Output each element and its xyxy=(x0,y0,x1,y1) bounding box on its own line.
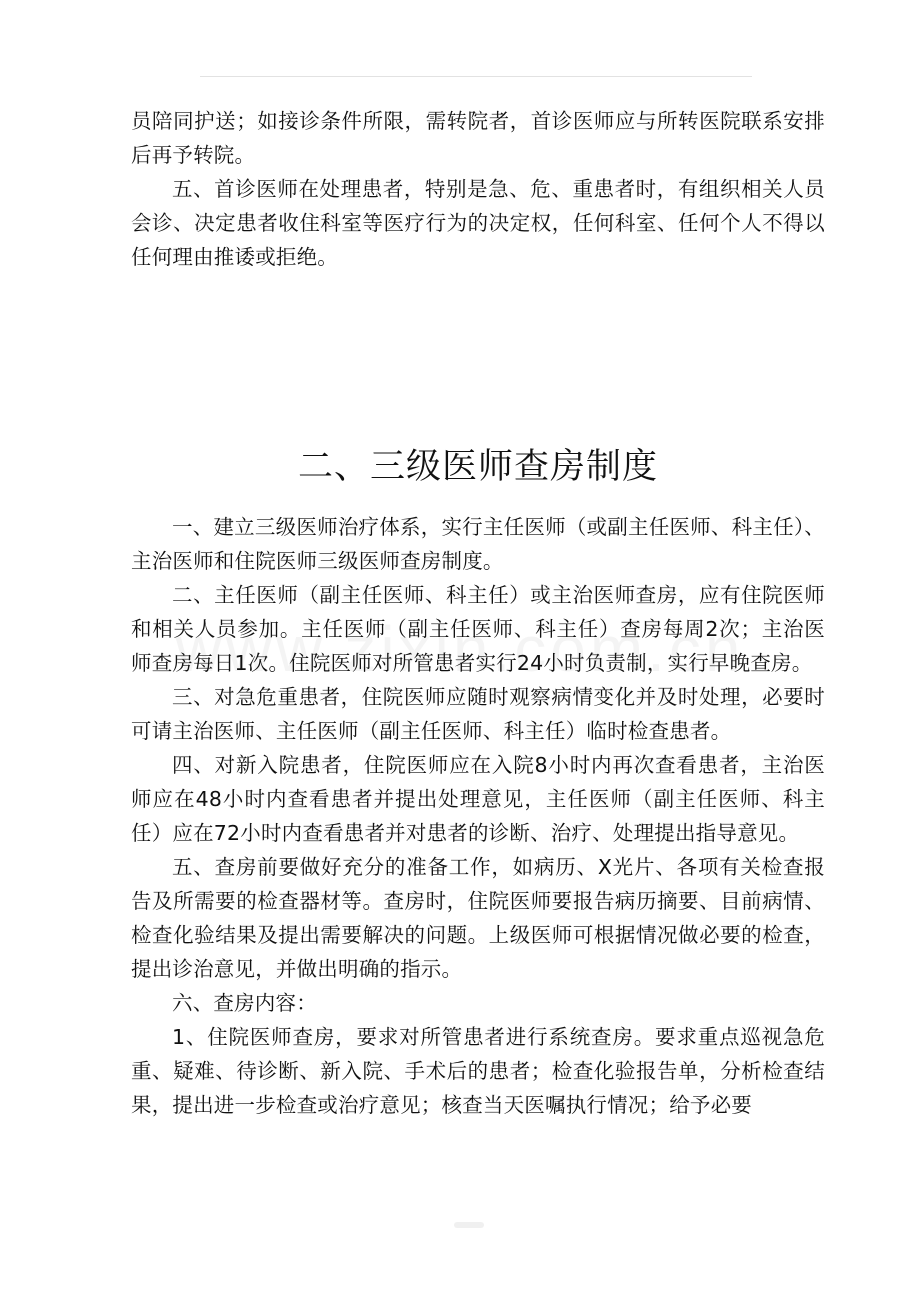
carryover-paragraph: 员陪同护送；如接诊条件所限，需转院者，首诊医师应与所转医院联系安排后再予转院。 xyxy=(131,109,825,167)
section-paragraph-6: 六、查房内容： xyxy=(172,991,317,1015)
title-spacer xyxy=(131,492,825,510)
section-paragraph-5: 五、查房前要做好充分的准备工作，如病历、X光片、各项有关检查报告及所需要的检查器材等。查房时，住院医师要报告病历摘要、目前病情、检查化验结果及提出需要解决的问题。上级医师可根据情况做必要的检查，提出诊治意见，并做出明确的指示。 xyxy=(131,855,825,981)
section-paragraph-1: 一、建立三级医师治疗体系，实行主任医师（或副主任医师、科主任）、主治医师和住院医师三级医师查房制度。 xyxy=(131,515,825,573)
carryover-paragraph-5: 五、首诊医师在处理患者，特别是急、危、重患者时，有组织相关人员会诊、决定患者收住科室等医疗行为的决定权，任何科室、任何个人不得以任何理由推诿或拒绝。 xyxy=(131,177,825,269)
section-paragraph-2: 二、主任医师（副主任医师、科主任）或主治医师查房，应有住院医师和相关人员参加。主任医师（副主任医师、科主任）查房每周2次；主治医师查房每日1次。住院医师对所管患者实行24小时负责制，实行早晚查房。 xyxy=(131,583,825,675)
section-title: 二、三级医师查房制度 xyxy=(297,447,658,487)
header-rule xyxy=(200,76,752,77)
footer-mark xyxy=(454,1222,484,1228)
section-spacer xyxy=(131,274,825,442)
document-body xyxy=(131,104,825,1122)
section-paragraph-4: 四、对新入院患者，住院医师应在入院8小时内再次查看患者，主治医师应在48小时内查看患者并提出处理意见，主任医师（副主任医师、科主任）应在72小时内查看患者并对患者的诊断、治疗、处理提出指导意见。 xyxy=(131,753,825,845)
section-paragraph-7: 1、住院医师查房，要求对所管患者进行系统查房。要求重点巡视急危重、疑难、待诊断、新入院、手术后的患者；检查化验报告单，分析检查结果，提出进一步检查或治疗意见；核查当天医嘱执行情况；给予必要 xyxy=(131,1025,825,1117)
section-paragraph-3: 三、对急危重患者，住院医师应随时观察病情变化并及时处理，必要时可请主治医师、主任医师（副主任医师、科主任）临时检查患者。 xyxy=(131,685,825,743)
